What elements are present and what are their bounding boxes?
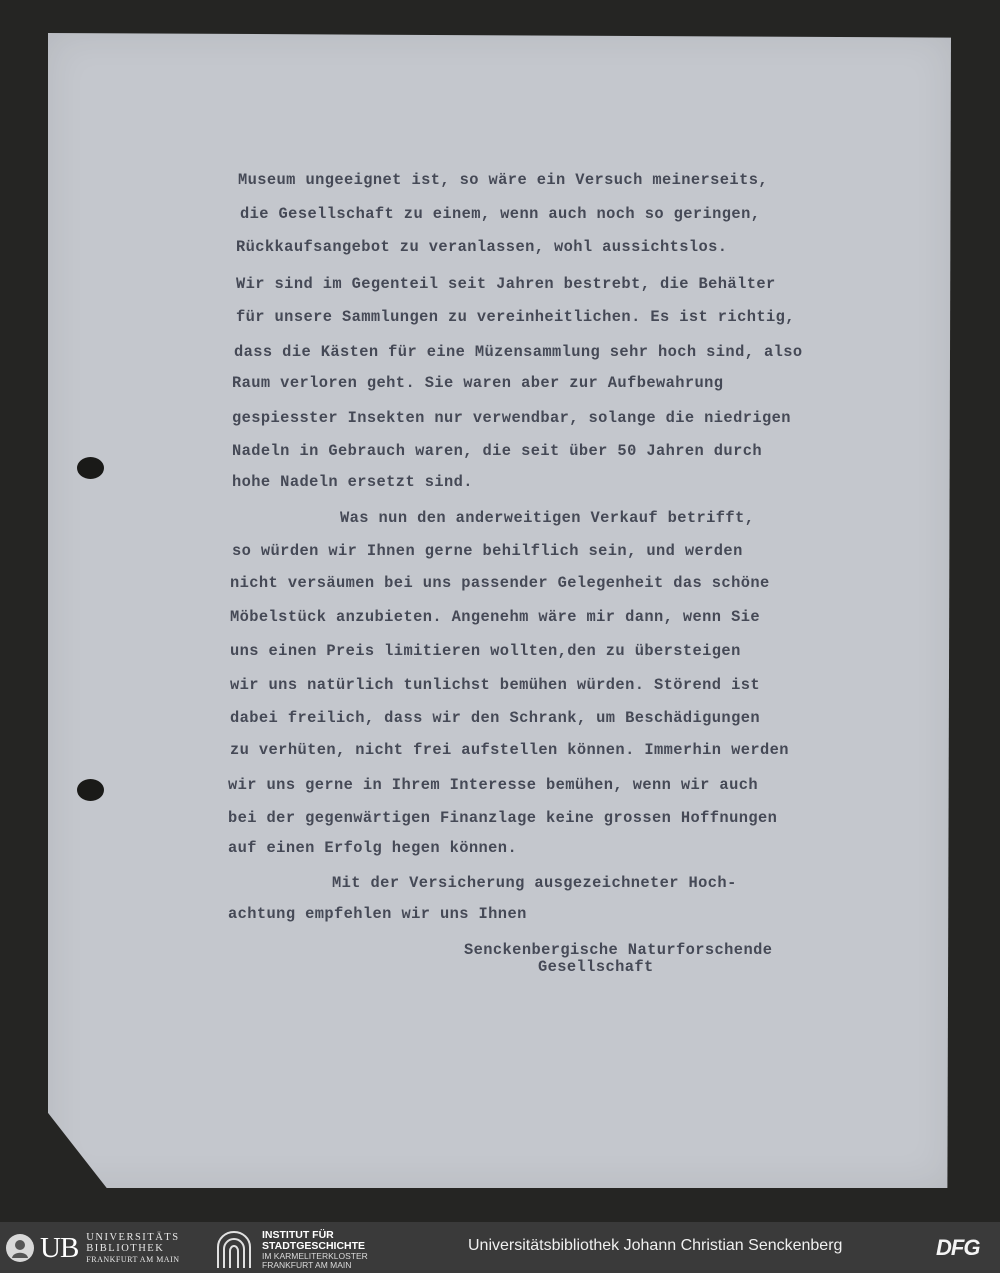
signature-line: Gesellschaft	[538, 958, 654, 976]
ub-line3: FRANKFURT AM MAIN	[86, 1254, 180, 1264]
letter-line: wir uns gerne in Ihrem Interesse bemühen, wenn wir auch	[228, 776, 758, 794]
letter-line: Raum verloren geht. Sie waren aber zur Aufbewahrung	[232, 374, 724, 392]
isg-line4: FRANKFURT AM MAIN	[262, 1260, 352, 1270]
ub-line2: BIBLIOTHEK	[86, 1242, 165, 1254]
arch-icon	[214, 1231, 254, 1269]
isg-name	[262, 1230, 368, 1270]
signature-line: Senckenbergische Naturforschende	[464, 941, 773, 959]
letter-line: so würden wir Ihnen gerne behilflich sein, und werden	[232, 542, 743, 560]
letter-line: Rückkaufsangebot zu veranlassen, wohl aussichtslos.	[236, 238, 728, 256]
isg-line2: STADTGESCHICHTE	[262, 1240, 366, 1252]
library-title[interactable]: Universitätsbibliothek Johann Christian Senckenberg	[468, 1237, 843, 1254]
isg-logo[interactable]	[214, 1230, 368, 1270]
letter-line: Museum ungeeignet ist, so wäre ein Versuch meinerseits,	[238, 171, 768, 189]
dfg-logo[interactable]: DFG	[936, 1235, 980, 1260]
letter-line: dabei freilich, dass wir den Schrank, um Beschädigungen	[230, 709, 760, 727]
ub-letters: UB	[40, 1231, 79, 1264]
letter-line: auf einen Erfolg hegen können.	[228, 839, 518, 857]
ub-logo[interactable]	[6, 1232, 180, 1264]
letter-line: Mit der Versicherung ausgezeichneter Hoch-	[332, 874, 737, 892]
letter-line: für unsere Sammlungen zu vereinheitlichen. Es ist richtig,	[236, 308, 795, 326]
letter-line: nicht versäumen bei uns passender Gelegenheit das schöne	[230, 574, 770, 592]
footer-bar	[0, 1222, 1000, 1273]
letter-line: die Gesellschaft zu einem, wenn auch noch so geringen,	[240, 205, 761, 223]
letter-line: uns einen Preis limitieren wollten,den zu übersteigen	[230, 642, 741, 660]
letter-line: Was nun den anderweitigen Verkauf betrifft,	[340, 509, 755, 527]
punch-hole-top	[77, 457, 104, 479]
letter-line: dass die Kästen für eine Müzensammlung sehr hoch sind, also	[234, 343, 803, 361]
letter-line: achtung empfehlen wir uns Ihnen	[228, 905, 527, 923]
isg-line1: INSTITUT FÜR	[262, 1229, 334, 1241]
ub-line1: UNIVERSITÄTS	[86, 1231, 180, 1243]
letter-line: wir uns natürlich tunlichst bemühen würden. Störend ist	[230, 676, 760, 694]
isg-line3: IM KARMELITERKLOSTER	[262, 1251, 368, 1261]
letter-line: Möbelstück anzubieten. Angenehm wäre mir dann, wenn Sie	[230, 608, 760, 626]
letter-line: Nadeln in Gebrauch waren, die seit über 50 Jahren durch	[232, 442, 762, 460]
letter-line: hohe Nadeln ersetzt sind.	[232, 473, 473, 491]
punch-hole-bottom	[77, 779, 104, 801]
letter-line: Wir sind im Gegenteil seit Jahren bestrebt, die Behälter	[236, 275, 776, 293]
ub-name	[86, 1232, 179, 1265]
letter-line: zu verhüten, nicht frei aufstellen können. Immerhin werden	[230, 741, 789, 759]
letter-line: gespiesster Insekten nur verwendbar, solange die niedrigen	[232, 409, 791, 427]
letter-line: bei der gegenwärtigen Finanzlage keine grossen Hoffnungen	[228, 809, 778, 827]
portrait-icon	[6, 1234, 34, 1262]
